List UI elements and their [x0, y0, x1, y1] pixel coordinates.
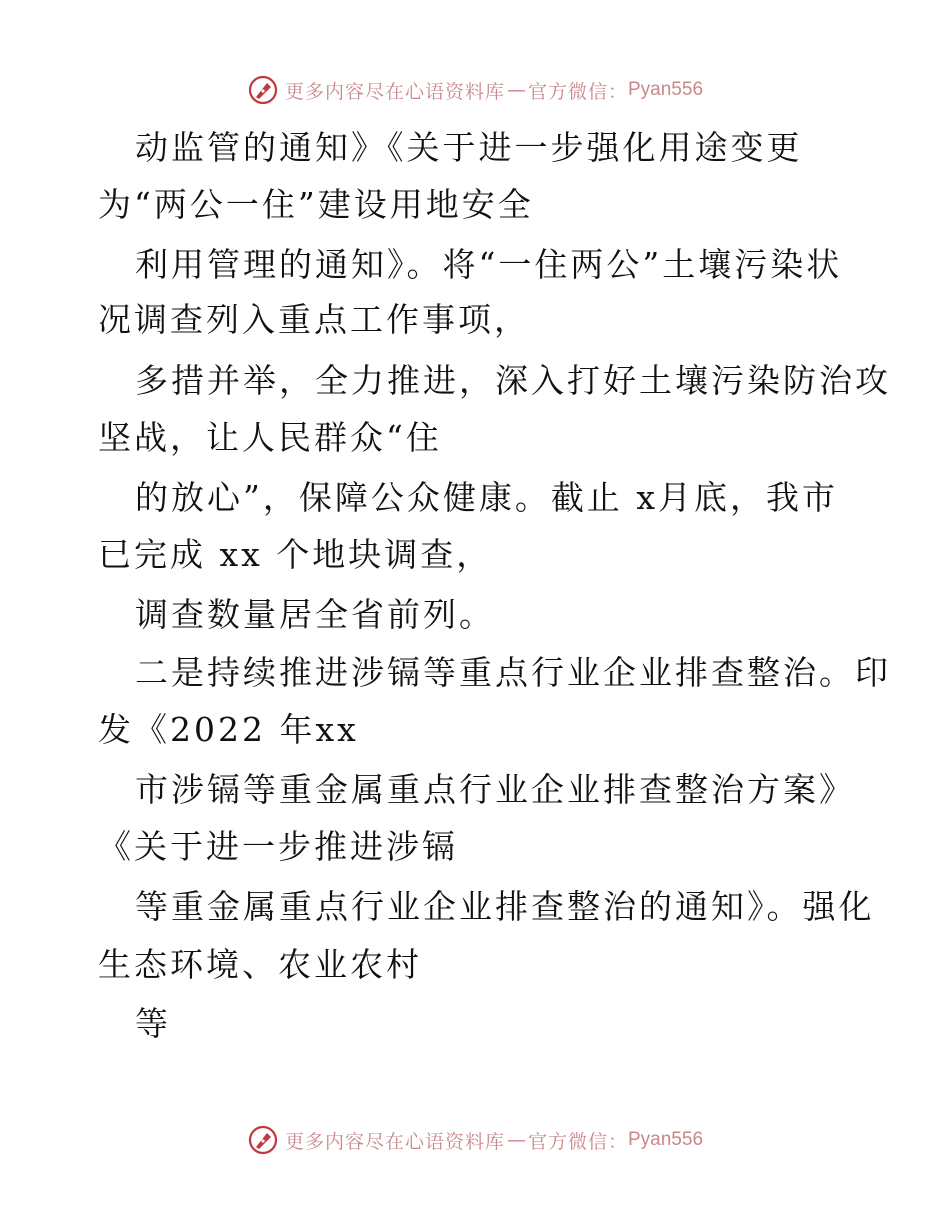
body-line: 市涉镉等重金属重点行业企业排查整治方案》	[135, 770, 855, 809]
body-line: 坚战，让人民群众“住	[98, 418, 442, 457]
body-line: 生态环境、农业农村	[98, 945, 422, 984]
body-line: 二是持续推进涉镉等重点行业企业排查整治。印	[135, 653, 891, 692]
body-line: 的放心”，保障公众健康。截止 x月底，我市	[135, 478, 838, 517]
watermark-separator: —	[506, 1129, 526, 1151]
footer-watermark	[0, 1120, 950, 1160]
pen-nib-circle-logo-icon	[247, 1124, 279, 1156]
watermark-label: 官方微信：	[527, 80, 628, 103]
body-line: 《关于进一步推进涉镉	[98, 827, 458, 866]
pen-nib-circle-logo-icon	[247, 74, 279, 106]
body-line: 多措并举，全力推进，深入打好土壤污染防治攻	[135, 361, 891, 400]
header-watermark	[0, 70, 950, 110]
body-line: 等重金属重点行业企业排查整治的通知》。强化	[135, 887, 875, 926]
body-line: 利用管理的通知》。将“一住两公”土壤污染状	[135, 245, 843, 284]
watermark-separator: —	[506, 79, 526, 101]
watermark-text: 更多内容尽在心语资料库	[284, 80, 505, 103]
body-line: 已完成 xx 个地块调查，	[98, 535, 493, 574]
body-line: 调查数量居全省前列。	[135, 595, 495, 634]
watermark-id: Pyan556	[628, 79, 704, 100]
body-line: 等	[135, 1004, 171, 1043]
body-line: 为“两公一住”建设用地安全	[98, 185, 534, 224]
watermark-label: 官方微信：	[527, 1130, 628, 1153]
body-line: 发《2022 年xx	[98, 710, 359, 749]
body-line: 动监管的通知》《关于进一步强化用途变更	[135, 128, 803, 167]
watermark-id: Pyan556	[628, 1129, 704, 1150]
watermark-text: 更多内容尽在心语资料库	[284, 1130, 505, 1153]
body-line: 况调查列入重点工作事项，	[98, 300, 530, 339]
